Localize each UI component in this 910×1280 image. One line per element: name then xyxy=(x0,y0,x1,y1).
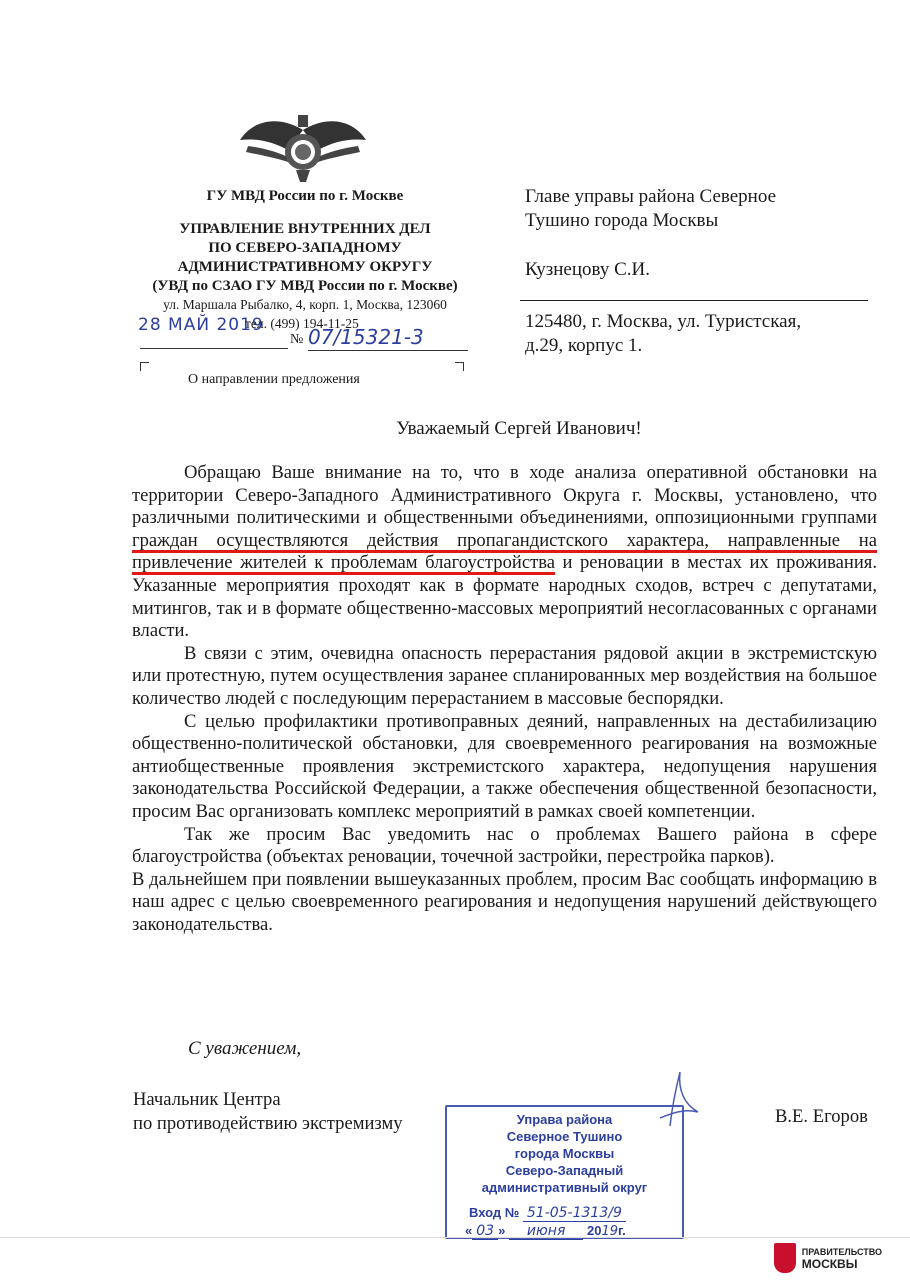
logo-text: ПРАВИТЕЛЬСТВО МОСКВЫ xyxy=(801,1246,882,1271)
stamp-vhod-row: Вход № 51-05-1313/9 xyxy=(447,1204,682,1222)
stamp-line-4: Северо-Западный xyxy=(505,1163,624,1178)
date-line xyxy=(140,348,288,349)
stamp-line-2: Северное Тушино xyxy=(506,1129,623,1144)
stamp-line-1: Управа района xyxy=(516,1112,613,1127)
org-line-2: УПРАВЛЕНИЕ ВНУТРЕННИХ ДЕЛ xyxy=(179,221,431,237)
highlighted-passage: граждан осуществляются действия пропагандистского характера, направленные на привлечение жителей к проблемам благоустройства xyxy=(132,529,877,574)
footer-divider xyxy=(0,1237,910,1238)
addressee-line-1: Главе управы района Северное xyxy=(525,186,777,207)
paragraph-4: Так же просим Вас уведомить нас о проблемах Вашего района в сфере благоустройства (объектах реновации, точечной застройки, перестройка парков). xyxy=(132,823,877,868)
signature-position xyxy=(133,1088,403,1136)
number-line xyxy=(308,350,468,351)
addressee-line-2: Тушино города Москвы xyxy=(525,210,719,231)
addressee-divider xyxy=(520,300,868,301)
addressee-address-1: 125480, г. Москва, ул. Туристская, xyxy=(525,311,802,332)
stamp-vhod-number: 51-05-1313/9 xyxy=(523,1205,626,1222)
paragraph-5: В дальнейшем при появлении вышеуказанных проблем, просим Вас сообщать информацию в наш адрес с целью своевременного реагирования и недопущения нарушений действующего законодательства. xyxy=(132,868,877,935)
addressee-name: Кузнецову С.И. xyxy=(525,259,650,280)
org-line-1: ГУ МВД России по г. Москве xyxy=(206,188,404,204)
date-stamp: 28 МАЙ 2019 xyxy=(138,315,264,335)
paragraph-3: С целью профилактики противоправных деяний, направленных на дестабилизацию общественно-политической обстановки, для своевременного реагирования на возможные антиобщественные проявления экстремистского характера, недопущения нарушения законодательства Российской Федерации, а также обеспечения общественной безопасности, просим Вас организовать комплекс мероприятий в рамках своей компетенции. xyxy=(132,710,877,822)
position-line-1: Начальник Центра xyxy=(133,1089,281,1110)
moscow-coat-of-arms-icon xyxy=(774,1243,796,1273)
mvd-emblem xyxy=(238,110,368,185)
org-name-block xyxy=(95,220,515,296)
org-line-4: АДМИНИСТРАТИВНОМУ ОКРУГУ xyxy=(177,259,433,275)
subject-line: О направлении предложения xyxy=(188,372,360,387)
salutation: Уважаемый Сергей Иванович! xyxy=(396,418,642,439)
org-line-3: ПО СЕВЕРО-ЗАПАДНОМУ xyxy=(208,240,402,256)
handwritten-number: 07/15321-3 xyxy=(308,325,424,349)
corner-mark-left xyxy=(140,362,149,371)
position-line-2: по противодействию экстремизму xyxy=(133,1113,403,1134)
org-line-5: (УВД по СЗАО ГУ МВД России по г. Москве) xyxy=(152,278,458,294)
number-prefix: № xyxy=(290,332,304,347)
stamp-date-month: июня xyxy=(509,1223,583,1240)
addressee-block xyxy=(525,185,776,233)
paragraph-2: В связи с этим, очевидна опасность перерастания рядовой акции в экстремистскую или протестную, путем осуществления заранее спланированных мер воздействия на большое количество людей с последующим перерастанием в массовые беспорядки. xyxy=(132,642,877,709)
corner-mark-right xyxy=(455,362,464,371)
sender-address: ул. Маршала Рыбалко, 4, корп. 1, Москва, 123060 xyxy=(163,297,447,312)
addressee-address-2: д.29, корпус 1. xyxy=(525,335,643,356)
stamp-line-5: административный округ xyxy=(481,1180,648,1195)
stamp-date-row: « 03 » июня 2019г. xyxy=(465,1223,626,1239)
signatory-name: В.Е. Егоров xyxy=(775,1106,868,1127)
stamp-date-day: 03 xyxy=(472,1223,498,1240)
sender-phone: тел. (499) 194-11-25 xyxy=(245,316,359,331)
addressee-address xyxy=(525,310,801,358)
closing: С уважением, xyxy=(188,1038,302,1059)
paragraph-1: Обращаю Ваше внимание на то, что в ходе анализа оперативной обстановки на территории Северо-Западного Административного Округа г. Москвы, установлено, что различными политическими и общественными объединениями, оппозиционными группами граждан осуществляются действия пропагандистского характера, направленные на привлечение жителей к проблемам благоустройства и реновации в местах их проживания. Указанные мероприятия проходят как в формате народных сходов, встреч с депутатами, митингов, так и в формате общественно-массовых мероприятий несогласованных с органами власти. xyxy=(132,462,877,642)
letter-body xyxy=(132,462,877,936)
stamp-signature-scribble xyxy=(640,1068,700,1133)
moscow-government-logo xyxy=(774,1243,882,1273)
stamp-line-3: города Москвы xyxy=(514,1146,615,1161)
